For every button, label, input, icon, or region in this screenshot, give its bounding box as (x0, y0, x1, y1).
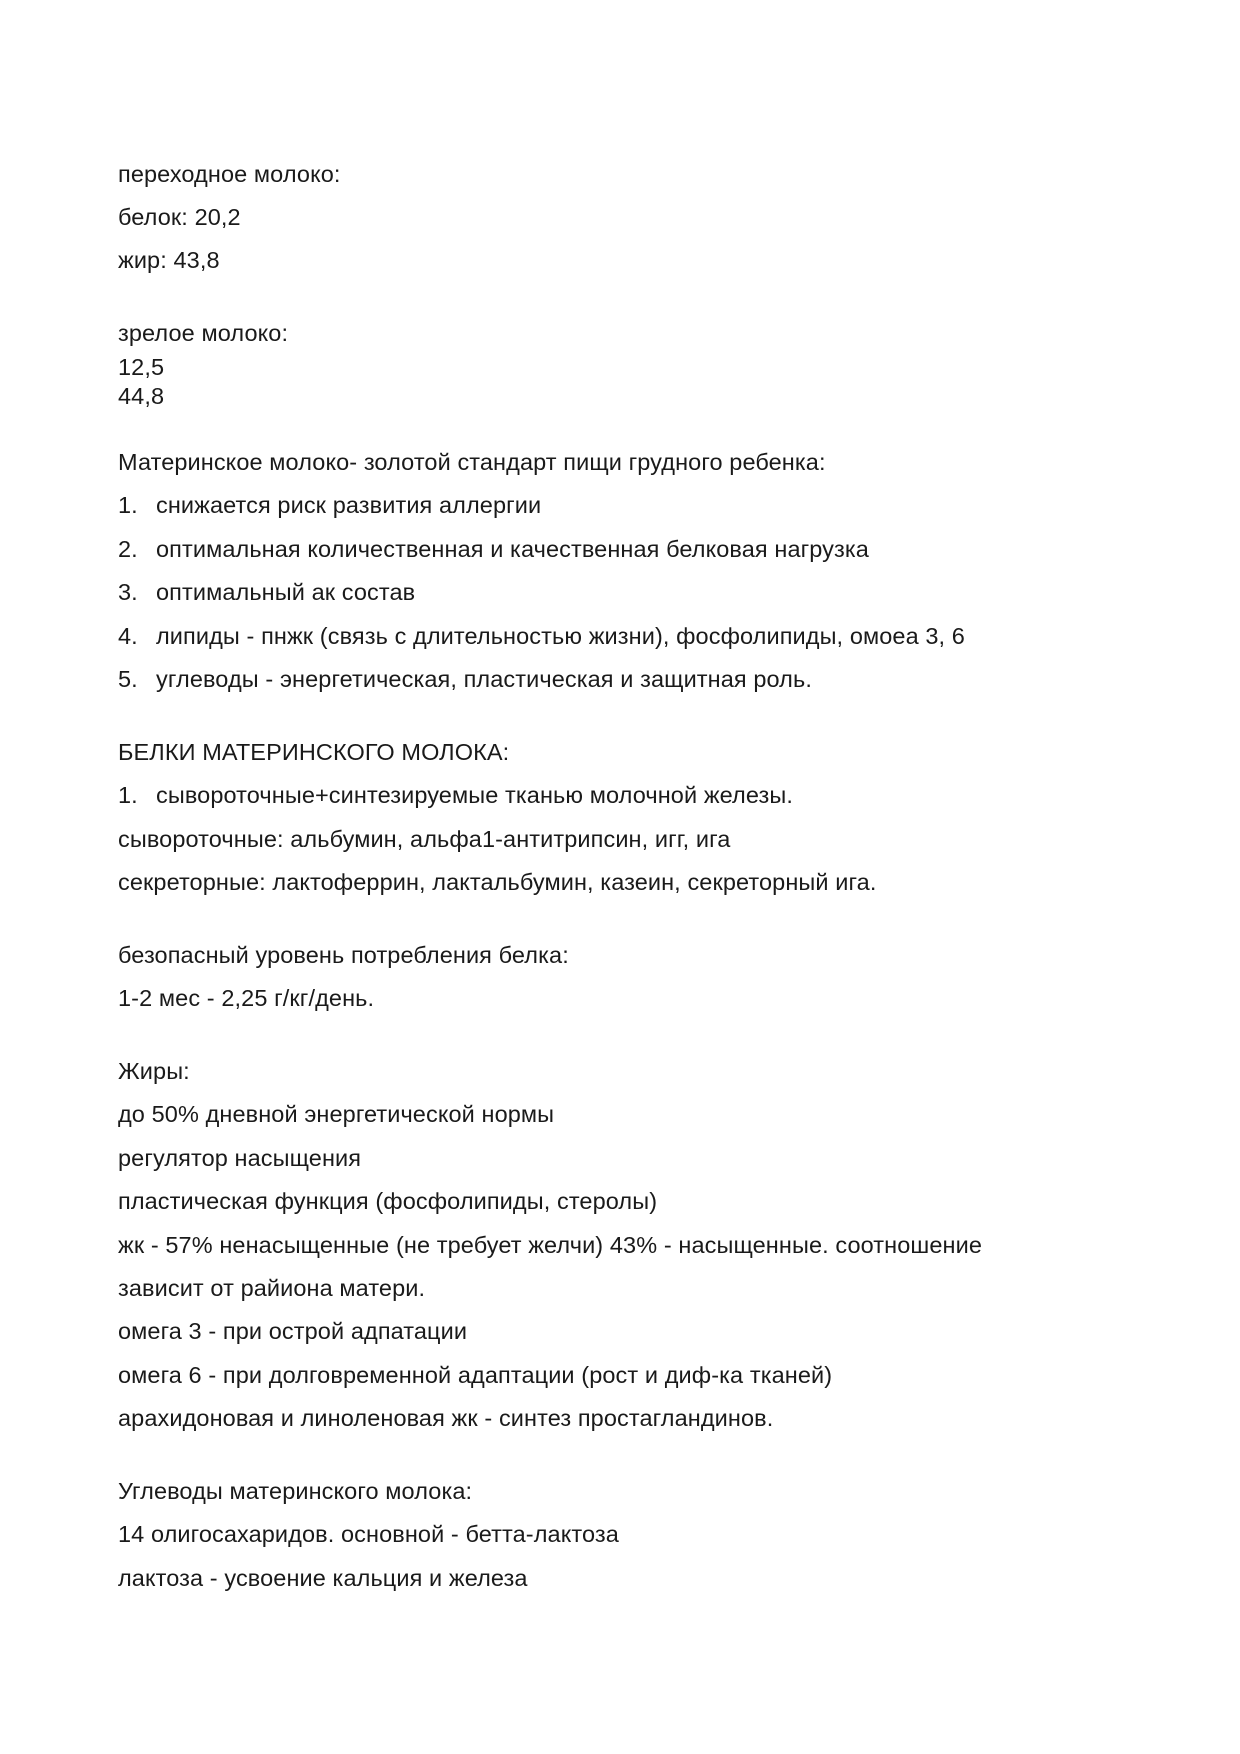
list-item (118, 491, 541, 519)
secretory-proteins: секреторные: лактоферрин, лактальбумин, казеин, секреторный ига. (118, 869, 877, 895)
gold-standard-heading: Материнское молоко- золотой стандарт пищи грудного ребенка: (118, 449, 826, 475)
safe-level-value: 1-2 мес - 2,25 г/кг/день. (118, 985, 375, 1011)
list-item (118, 781, 793, 809)
fats-line: омега 6 - при долговременной адаптации (рост и диф-ка тканей) (118, 1362, 833, 1388)
fats-line: пластическая функция (фосфолипиды, стеролы) (118, 1188, 658, 1214)
transitional-fat: жир: 43,8 (118, 247, 220, 273)
carbs-line: 14 олигосахаридов. основной - бетта-лактоза (118, 1521, 619, 1547)
list-item (118, 578, 415, 606)
fats-line: зависит от райиона матери. (118, 1275, 426, 1301)
fats-line: омега 3 - при острой адпатации (118, 1318, 468, 1344)
list-item-text: оптимальная количественная и качественная белковая нагрузка (156, 536, 869, 562)
list-item-number: 5. (118, 666, 138, 692)
list-item-text: углеводы - энергетическая, пластическая и защитная роль. (156, 666, 812, 692)
list-item-text: сывороточные+синтезируемые тканью молочной железы. (156, 782, 793, 808)
list-item-text: оптимальный ак состав (156, 579, 416, 605)
fats-line: до 50% дневной энергетической нормы (118, 1101, 555, 1127)
safe-level-heading: безопасный уровень потребления белка: (118, 942, 569, 968)
list-item-number: 4. (118, 623, 138, 649)
mature-value-2: 44,8 (118, 383, 165, 409)
list-item (118, 622, 965, 650)
list-item-text: снижается риск развития аллергии (156, 492, 542, 518)
transitional-protein: белок: 20,2 (118, 204, 241, 230)
list-item-text: липиды - пнжк (связь с длительностью жизни), фосфолипиды, омоеа 3, 6 (156, 623, 965, 649)
whey-proteins: сывороточные: альбумин, альфа1-антитрипсин, игг, ига (118, 826, 731, 852)
proteins-heading: БЕЛКИ МАТЕРИНСКОГО МОЛОКА: (118, 739, 510, 765)
list-item-number: 1. (118, 492, 138, 518)
list-item (118, 665, 812, 693)
list-item (118, 535, 869, 563)
list-item-number: 2. (118, 536, 138, 562)
carbs-heading: Углеводы материнского молока: (118, 1478, 473, 1504)
transitional-milk-heading: переходное молоко: (118, 161, 341, 187)
mature-milk-heading: зрелое молоко: (118, 320, 289, 346)
fats-line: жк - 57% ненасыщенные (не требует желчи) 43% - насыщенные. соотношение (118, 1232, 983, 1258)
carbs-line: лактоза - усвоение кальция и железа (118, 1565, 528, 1591)
list-item-number: 3. (118, 579, 138, 605)
mature-value-1: 12,5 (118, 354, 165, 380)
fats-line: арахидоновая и линоленовая жк - синтез простагландинов. (118, 1405, 774, 1431)
fats-heading: Жиры: (118, 1058, 190, 1084)
fats-line: регулятор насыщения (118, 1145, 362, 1171)
list-item-number: 1. (118, 782, 138, 808)
